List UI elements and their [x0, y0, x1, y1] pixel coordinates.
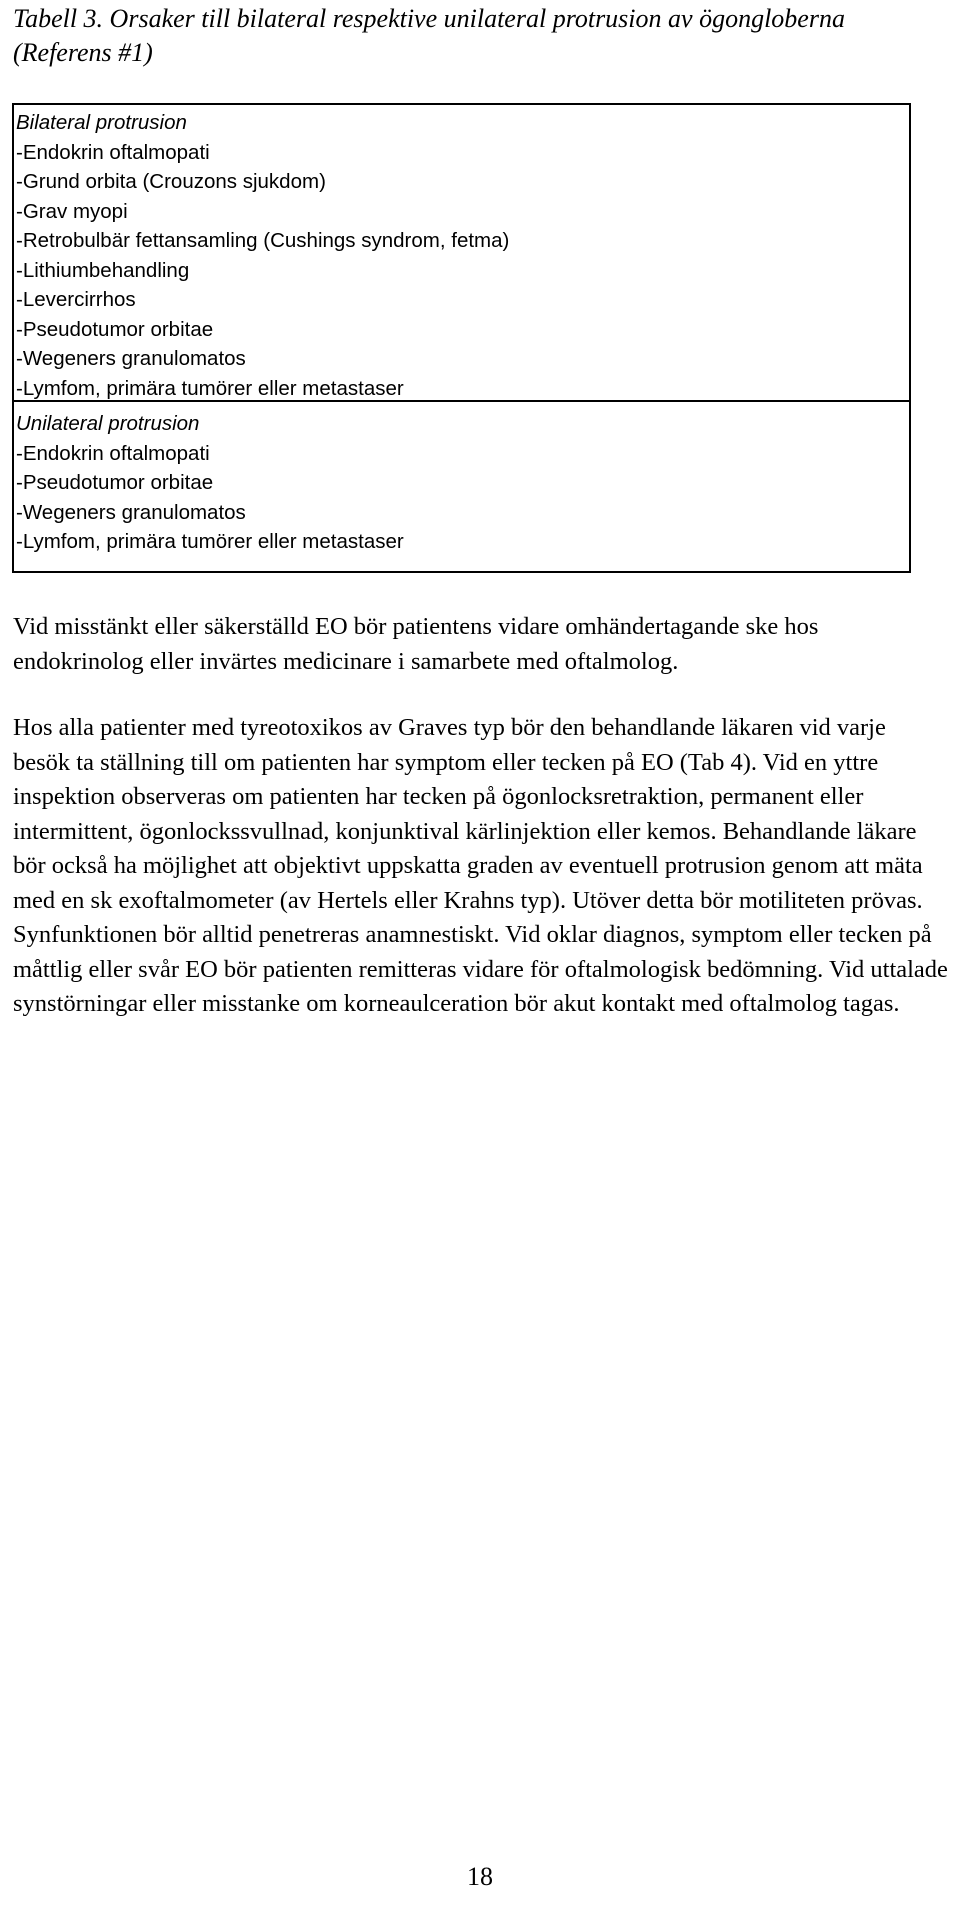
paragraph-referral: Vid misstänkt eller säkerställd EO bör patientens vidare omhändertagande ske hos endokrinolog eller invärtes medicinare i samarbete med oftalmolog. [13, 613, 819, 675]
unilateral-cell [14, 400, 909, 571]
list-item: -Retrobulbär fettansamling (Cushings syndrom, fetma) [16, 229, 510, 252]
unilateral-heading: Unilateral protrusion [16, 412, 200, 435]
causes-table [12, 103, 911, 573]
list-item: -Lymfom, primära tumörer eller metastaser [16, 376, 404, 400]
list-item: -Lithiumbehandling [16, 258, 190, 282]
table-caption: Tabell 3. Orsaker till bilateral respektive unilateral protrusion av ögongloberna (Referens #1) [13, 4, 845, 67]
list-item: -Endokrin oftalmopati [16, 441, 210, 465]
list-item: -Pseudotumor orbitae [16, 317, 214, 341]
bilateral-cell [14, 105, 909, 400]
unilateral-list [16, 439, 909, 557]
bilateral-list [16, 138, 909, 404]
list-item: -Endokrin oftalmopati [16, 140, 210, 164]
list-item: -Grav myopi [16, 199, 128, 223]
bilateral-heading: Bilateral protrusion [16, 111, 187, 134]
list-item: -Wegeners granulomatos [16, 500, 246, 524]
list-item: -Wegeners granulomatos [16, 347, 246, 370]
list-item: -Grund orbita (Crouzons sjukdom) [16, 170, 326, 193]
paragraph-assessment: Hos alla patienter med tyreotoxikos av Graves typ bör den behandlande läkaren vid varje besök ta ställning till om patienten har symptom eller tecken på EO (Tab 4). Vid en yttre inspektion observeras om patienten har tecken på ögonlocksretraktion, permanent eller intermittent, ögonlockssvullnad, konjunktival kärlinjektion eller kemos. Behandlande läkare bör också ha möjlighet att objektivt uppskatta graden av eventuell protrusion genom att mäta med en sk exoftalmometer (av Hertels eller Krahns typ). Utöver detta bör motiliteten prövas. Synfunktionen bör alltid penetreras anamnestiskt. Vid oklar diagnos, symptom eller tecken på måttlig eller svår EO bör patienten remitteras vidare för oftalmologisk bedömning. Vid uttalade synstörningar eller misstanke om korneaulceration bör akut kontakt med oftalmolog tagas. [13, 714, 948, 1017]
list-item: -Lymfom, primära tumörer eller metastaser [16, 530, 404, 553]
list-item: -Pseudotumor orbitae [16, 471, 214, 494]
list-item: -Levercirrhos [16, 288, 136, 311]
page-number: 18 [467, 1862, 493, 1891]
